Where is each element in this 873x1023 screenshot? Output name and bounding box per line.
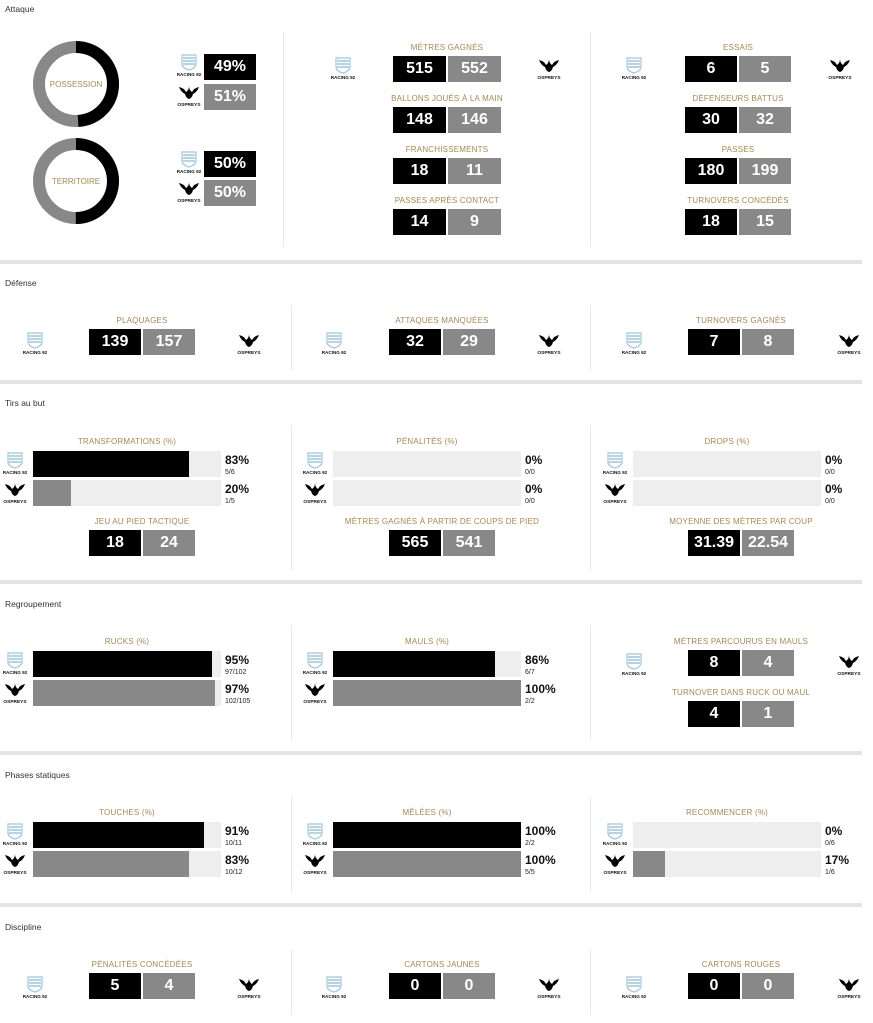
racing92-logo-text: RACING 92 (602, 841, 628, 846)
racing92-logo-text: RACING 92 (621, 75, 647, 80)
column-separator (590, 305, 591, 370)
column-separator (590, 950, 591, 1015)
away-bar-track (33, 851, 221, 877)
racing92-logo-text: RACING 92 (302, 670, 328, 675)
section-divider (0, 380, 862, 384)
section-title-regroupement: Regroupement (5, 599, 62, 609)
home-value: 6 (685, 56, 737, 82)
ospreys-osprey-icon (2, 852, 28, 876)
bar-label: RUCKS (%) (104, 637, 150, 646)
home-value: 14 (393, 209, 446, 235)
column-separator (590, 797, 591, 892)
home-bar-track (333, 822, 521, 848)
racing92-logo-text: RACING 92 (2, 841, 28, 846)
ospreys-logo-text: OSPREYS (3, 500, 27, 505)
home-bar-fill (33, 651, 212, 677)
home-value: 18 (685, 209, 737, 235)
ospreys-logo (2, 481, 28, 505)
section-title-tirs: Tirs au but (5, 398, 45, 408)
stat-label: PASSES (721, 145, 755, 154)
bar-label: RECOMMENCER (%) (685, 808, 769, 817)
away-pct: 83% (225, 853, 250, 867)
ospreys-logo-text: OSPREYS (537, 351, 561, 356)
ospreys-logo (176, 180, 202, 204)
away-value: 157 (143, 329, 195, 355)
possession-home-value: 49% (204, 54, 256, 80)
territoire-home-value: 50% (204, 151, 256, 177)
home-value: 31.39 (688, 530, 740, 556)
away-pct: 0% (525, 482, 543, 496)
away-bar-track (333, 851, 521, 877)
racing92-logo-text: RACING 92 (621, 671, 647, 676)
racing92-logo-text: RACING 92 (321, 350, 347, 355)
away-pct: 20% (225, 482, 250, 496)
ospreys-osprey-icon (302, 681, 328, 705)
racing92-logo-text: RACING 92 (321, 994, 347, 999)
away-bar-track (333, 680, 521, 706)
racing92-logo-text: RACING 92 (302, 470, 328, 475)
stat-jeu-au-pied (9, 517, 275, 563)
away-value: 4 (143, 973, 195, 999)
home-pct: 0% (825, 824, 843, 838)
ospreys-logo-text: OSPREYS (177, 103, 201, 108)
ospreys-logo-text: OSPREYS (828, 76, 852, 81)
racing92-logo-text: RACING 92 (621, 350, 647, 355)
ospreys-logo (302, 481, 328, 505)
stat-label: MÈTRES GAGNÉS (410, 43, 484, 52)
ospreys-logo (302, 681, 328, 705)
home-pct: 0% (525, 453, 543, 467)
bar-label: MÊLÉES (%) (402, 808, 452, 817)
stat-attaques-manquees (309, 316, 575, 362)
stat-label: FRANCHISSEMENTS (405, 145, 489, 154)
stat-label: ATTAQUES MANQUÉES (395, 316, 489, 325)
home-value: 18 (393, 158, 446, 184)
home-bar-track (33, 822, 221, 848)
ospreys-osprey-icon (176, 180, 202, 204)
ospreys-logo-text: OSPREYS (303, 700, 327, 705)
racing92-logo-text: RACING 92 (621, 994, 647, 999)
ospreys-logo (602, 481, 628, 505)
home-value: 30 (685, 107, 737, 133)
section-title-defense: Défense (5, 278, 37, 288)
away-frac: 0/0 (525, 498, 535, 505)
away-value: 8 (742, 329, 794, 355)
home-value: 0 (688, 973, 740, 999)
ospreys-logo-text: OSPREYS (237, 995, 261, 1000)
racing92-logo-text: RACING 92 (302, 841, 328, 846)
racing92-shield-icon (2, 823, 28, 847)
racing92-logo-text: RACING 92 (2, 670, 28, 675)
home-frac: 2/2 (525, 840, 535, 847)
away-pct: 100% (525, 682, 556, 696)
stat-label: CARTONS JAUNES (404, 960, 480, 969)
racing92-shield-icon (302, 823, 328, 847)
ospreys-logo-text: OSPREYS (603, 500, 627, 505)
possession-away-value: 51% (204, 84, 256, 110)
territoire-label: TERRITOIRE (51, 177, 101, 186)
away-value: 24 (143, 530, 195, 556)
stat-label: TURNOVER DANS RUCK OU MAUL (671, 688, 811, 697)
home-pct: 0% (825, 453, 843, 467)
stat-label: TURNOVERS CONCÉDÉS (687, 196, 789, 205)
away-value: 199 (739, 158, 791, 184)
racing92-shield-icon (2, 652, 28, 676)
away-bar-track (633, 480, 821, 506)
bar-label: PÉNALITÉS (%) (396, 437, 458, 446)
racing92-logo (176, 54, 202, 78)
ospreys-osprey-icon (302, 852, 328, 876)
ospreys-logo (302, 852, 328, 876)
away-value: 4 (742, 650, 794, 676)
home-frac: 6/7 (525, 669, 535, 676)
home-bar-track (633, 822, 821, 848)
stat-metres-gagnes (313, 43, 581, 89)
away-bar-fill (333, 680, 521, 706)
home-frac: 5/6 (225, 469, 235, 476)
stat-label: BALLONS JOUÉS À LA MAIN (391, 94, 503, 103)
column-separator (291, 797, 292, 892)
away-frac: 2/2 (525, 698, 535, 705)
column-separator (590, 625, 591, 740)
away-value: 9 (448, 209, 501, 235)
home-value: 4 (688, 701, 740, 727)
section-title-phases: Phases statiques (5, 770, 70, 780)
stat-label: MÈTRES PARCOURUS EN MAULS (673, 637, 809, 646)
racing92-shield-icon (602, 452, 628, 476)
away-bar-track (33, 480, 221, 506)
home-bar-track (33, 451, 221, 477)
racing92-shield-icon (176, 54, 202, 78)
away-frac: 10/12 (225, 869, 243, 876)
column-separator (283, 32, 284, 247)
home-frac: 0/6 (825, 840, 835, 847)
stat-turnovers-gagnes (608, 316, 873, 362)
ospreys-logo-text: OSPREYS (3, 871, 27, 876)
stat-essais (605, 43, 871, 89)
racing92-logo-text: RACING 92 (330, 75, 356, 80)
away-bar-fill (633, 851, 665, 877)
section-title-discipline: Discipline (5, 922, 42, 932)
away-pct: 97% (225, 682, 250, 696)
away-pct: 0% (825, 482, 843, 496)
racing92-logo (176, 151, 202, 175)
away-pct: 17% (825, 853, 850, 867)
ospreys-logo-text: OSPREYS (537, 995, 561, 1000)
home-pct: 86% (525, 653, 550, 667)
ospreys-logo-text: OSPREYS (837, 351, 861, 356)
racing92-logo (302, 652, 328, 676)
home-frac: 97/102 (225, 669, 247, 676)
home-pct: 91% (225, 824, 250, 838)
away-bar-track (633, 851, 821, 877)
away-pct: 100% (525, 853, 556, 867)
stat-passes-apres-contact (313, 196, 581, 242)
away-value: 29 (443, 329, 495, 355)
home-bar-track (633, 451, 821, 477)
home-pct: 100% (525, 824, 556, 838)
home-frac: 0/0 (525, 469, 535, 476)
section-title-attaque: Attaque (5, 4, 35, 14)
ospreys-osprey-icon (176, 84, 202, 108)
racing92-logo (2, 452, 28, 476)
stat-label: PASSES APRÈS CONTACT (394, 196, 500, 205)
racing92-logo (2, 652, 28, 676)
ospreys-osprey-icon (302, 481, 328, 505)
ospreys-logo-text: OSPREYS (177, 199, 201, 204)
home-pct: 83% (225, 453, 250, 467)
racing92-shield-icon (176, 151, 202, 175)
column-separator (590, 32, 591, 247)
stat-label: PÉNALITÉS CONCÉDÉES (91, 960, 193, 969)
stat-turnovers-concedes (605, 196, 871, 242)
racing92-logo-text: RACING 92 (176, 169, 202, 174)
away-value: 146 (448, 107, 501, 133)
stat-plaquages (9, 316, 275, 362)
stat-ballons-joues (313, 94, 581, 140)
home-value: 18 (89, 530, 141, 556)
racing92-logo-text: RACING 92 (22, 994, 48, 999)
home-bar-fill (333, 651, 495, 677)
away-frac: 1/6 (825, 869, 835, 876)
ospreys-logo-text: OSPREYS (837, 995, 861, 1000)
stat-label: JEU AU PIED TACTIQUE (94, 517, 190, 526)
section-divider (0, 580, 862, 584)
stat-metres-mauls (608, 637, 873, 683)
home-bar-track (333, 651, 521, 677)
home-bar-fill (33, 822, 204, 848)
away-bar-track (333, 480, 521, 506)
home-frac: 0/0 (825, 469, 835, 476)
stat-franchissements (313, 145, 581, 191)
home-frac: 10/11 (225, 840, 242, 847)
section-divider (0, 260, 862, 264)
home-value: 0 (389, 973, 441, 999)
section-divider (0, 751, 862, 755)
bar-label: DROPS (%) (704, 437, 750, 446)
home-bar-track (333, 451, 521, 477)
ospreys-osprey-icon (602, 852, 628, 876)
racing92-shield-icon (602, 823, 628, 847)
home-value: 565 (389, 530, 441, 556)
home-value: 7 (688, 329, 740, 355)
stat-label: ESSAIS (722, 43, 754, 52)
racing92-logo (602, 452, 628, 476)
racing92-logo-text: RACING 92 (602, 470, 628, 475)
ospreys-logo-text: OSPREYS (303, 871, 327, 876)
away-bar-fill (333, 851, 521, 877)
away-frac: 5/5 (525, 869, 535, 876)
away-bar-fill (33, 480, 71, 506)
ospreys-logo-text: OSPREYS (537, 76, 561, 81)
racing92-shield-icon (302, 452, 328, 476)
ospreys-logo-text: OSPREYS (237, 351, 261, 356)
ospreys-logo-text: OSPREYS (837, 672, 861, 677)
column-separator (291, 625, 292, 740)
ospreys-osprey-icon (2, 481, 28, 505)
racing92-logo (2, 823, 28, 847)
home-pct: 95% (225, 653, 250, 667)
home-value: 5 (89, 973, 141, 999)
away-bar-fill (33, 680, 215, 706)
away-value: 22.54 (742, 530, 794, 556)
stat-label: DÉFENSEURS BATTUS (692, 94, 784, 103)
home-bar-fill (333, 822, 521, 848)
bar-label: MAULS (%) (404, 637, 450, 646)
ospreys-logo (2, 852, 28, 876)
stat-cartons-jaunes (309, 960, 575, 1006)
stat-metres-coups-de-pied (309, 517, 575, 563)
away-value: 15 (739, 209, 791, 235)
racing92-shield-icon (2, 452, 28, 476)
stat-label: CARTONS ROUGES (701, 960, 781, 969)
ospreys-osprey-icon (602, 481, 628, 505)
stat-penalites-concedees (9, 960, 275, 1006)
ospreys-logo-text: OSPREYS (3, 700, 27, 705)
away-frac: 1/5 (225, 498, 235, 505)
stat-label: TURNOVERS GAGNÉS (696, 316, 786, 325)
away-frac: 0/0 (825, 498, 835, 505)
column-separator (291, 305, 292, 370)
stat-label: MÈTRES GAGNÉS À PARTIR DE COUPS DE PIED (344, 517, 540, 526)
away-value: 5 (739, 56, 791, 82)
away-value: 552 (448, 56, 501, 82)
away-bar-track (33, 680, 221, 706)
bar-label: TOUCHES (%) (99, 808, 155, 817)
away-value: 11 (448, 158, 501, 184)
home-value: 515 (393, 56, 446, 82)
home-value: 148 (393, 107, 446, 133)
racing92-shield-icon (302, 652, 328, 676)
racing92-logo-text: RACING 92 (2, 470, 28, 475)
away-bar-fill (33, 851, 189, 877)
ospreys-logo-text: OSPREYS (303, 500, 327, 505)
ospreys-logo (2, 681, 28, 705)
home-value: 180 (685, 158, 737, 184)
stat-passes (605, 145, 871, 191)
ospreys-logo (602, 852, 628, 876)
bar-label: TRANSFORMATIONS (%) (77, 437, 177, 446)
stat-label: PLAQUAGES (116, 316, 168, 325)
stat-turnover-ruck-maul (608, 688, 873, 734)
stat-label: MOYENNE DES MÈTRES PAR COUP (669, 517, 813, 526)
ospreys-logo (176, 84, 202, 108)
stat-moyenne-metres (608, 517, 873, 563)
column-separator (291, 950, 292, 1015)
home-value: 139 (89, 329, 141, 355)
possession-label: POSSESSION (49, 80, 103, 89)
away-value: 32 (739, 107, 791, 133)
ospreys-osprey-icon (2, 681, 28, 705)
away-value: 541 (443, 530, 495, 556)
home-value: 32 (389, 329, 441, 355)
ospreys-logo-text: OSPREYS (603, 871, 627, 876)
racing92-logo (302, 823, 328, 847)
stat-cartons-rouges (608, 960, 873, 1006)
racing92-logo (302, 452, 328, 476)
column-separator (291, 425, 292, 570)
home-value: 8 (688, 650, 740, 676)
away-value: 0 (742, 973, 794, 999)
home-bar-fill (33, 451, 189, 477)
away-value: 0 (443, 973, 495, 999)
away-frac: 102/105 (225, 698, 251, 705)
section-divider (0, 903, 862, 907)
column-separator (590, 425, 591, 570)
stat-defenseurs-battus (605, 94, 871, 140)
racing92-logo-text: RACING 92 (22, 350, 48, 355)
racing92-logo (602, 823, 628, 847)
territoire-away-value: 50% (204, 180, 256, 206)
racing92-logo-text: RACING 92 (176, 72, 202, 77)
away-value: 1 (742, 701, 794, 727)
home-bar-track (33, 651, 221, 677)
